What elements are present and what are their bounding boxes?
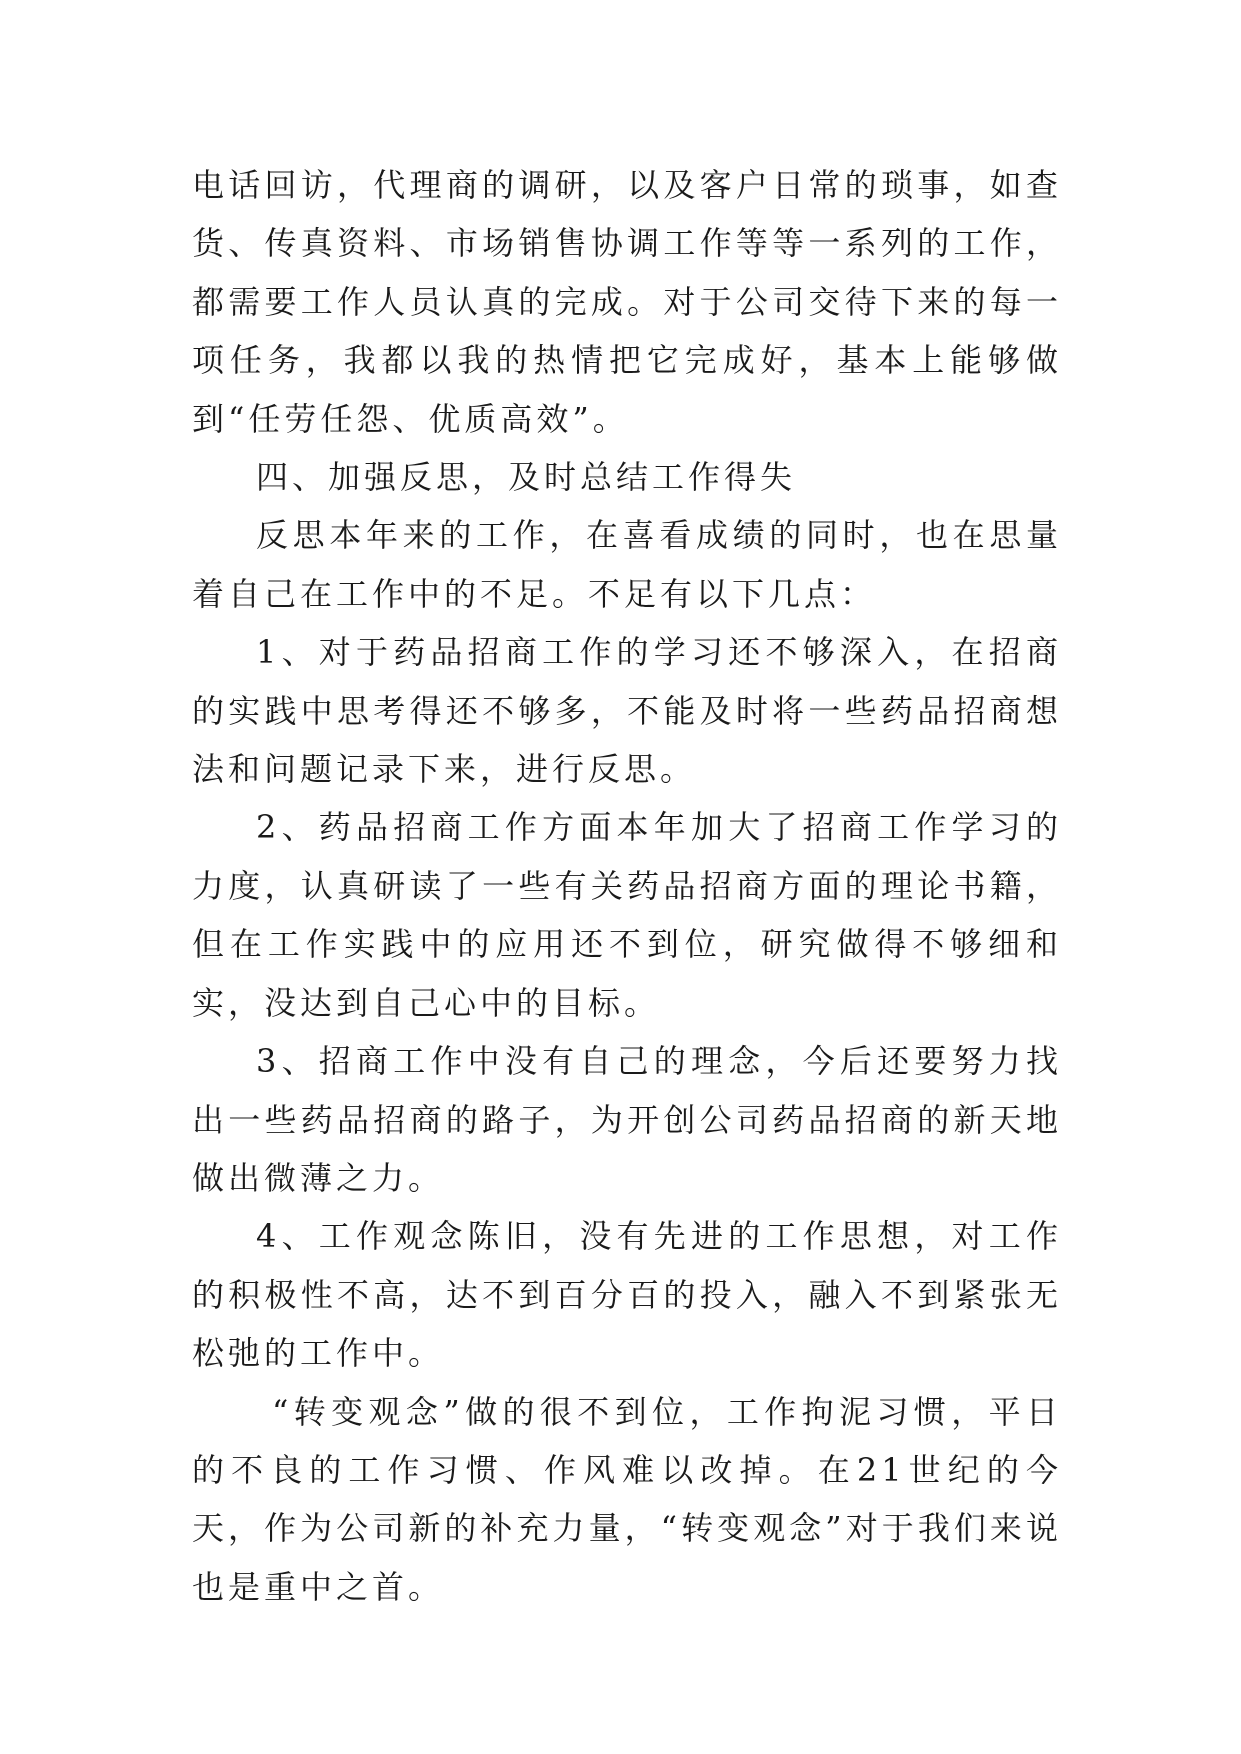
paragraph-continuation: 电话回访，代理商的调研，以及客户日常的琐事，如查货、传真资料、市场销售协调工作等等一系列的工作，都需要工作人员认真的完成。对于公司交待下来的每一项任务，我都以我的热情把它完成好，基本上能够做到“任劳任怨、优质高效”。 bbox=[192, 166, 1062, 438]
paragraph-change-concept: “转变观念”做的很不到位，工作拘泥习惯，平日的不良的工作习惯、作风难以改掉。在21世纪的今天，作为公司新的补充力量，“转变观念”对于我们来说也是重中之首。 bbox=[192, 1392, 1062, 1606]
list-item-4: 4、工作观念陈旧，没有先进的工作思想，对工作的积极性不高，达不到百分百的投入，融入不到紧张无松弛的工作中。 bbox=[192, 1217, 1062, 1373]
list-item-2: 2、药品招商工作方面本年加大了招商工作学习的力度，认真研读了一些有关药品招商方面的理论书籍，但在工作实践中的应用还不到位，研究做得不够细和实，没达到自己心中的目标。 bbox=[192, 808, 1062, 1022]
list-item-3: 3、招商工作中没有自己的理念，今后还要努力找出一些药品招商的路子，为开创公司药品招商的新天地做出微薄之力。 bbox=[192, 1042, 1062, 1197]
document-body bbox=[192, 156, 1062, 1616]
list-item-1: 1、对于药品招商工作的学习还不够深入，在招商的实践中思考得还不够多，不能及时将一些药品招商想法和问题记录下来，进行反思。 bbox=[192, 633, 1062, 789]
paragraph-reflection-intro: 反思本年来的工作，在喜看成绩的同时，也在思量着自己在工作中的不足。不足有以下几点： bbox=[192, 516, 1062, 613]
section-heading-reflection: 四、加强反思，及时总结工作得失 bbox=[256, 458, 797, 497]
